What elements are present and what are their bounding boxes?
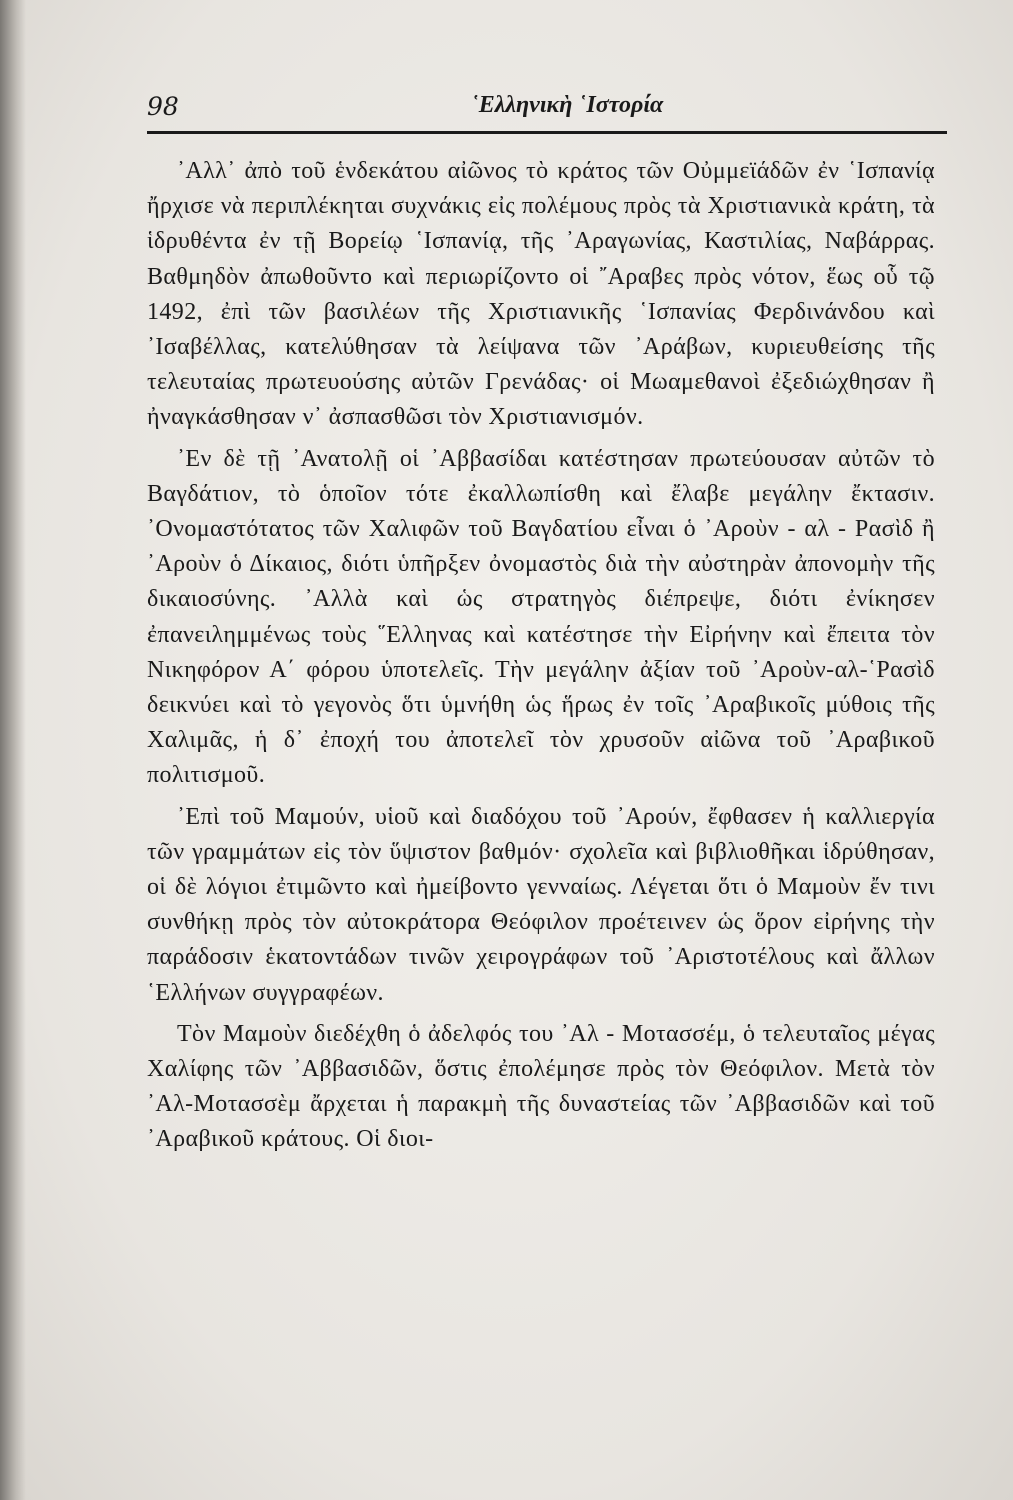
header-rule: [147, 131, 947, 134]
page-header: [147, 92, 947, 128]
paragraph-1: ᾿Αλλ᾿ ἀπὸ τοῦ ἑνδεκάτου αἰῶνος τὸ κράτος τῶν Οὐμμεϊάδῶν ἐν ῾Ισπανίᾳ ἤρχισε νὰ περιπλέκηται συχνάκις εἰς πολέμους πρὸς τὰ Χριστιανικὰ κράτη, τὰ ἱδρυθέντα ἐν τῇ Βορείῳ ῾Ισπανίᾳ, τῆς ᾿Αραγωνίας, Καστιλίας, Ναβάρρας. Βαθμηδὸν ἀπωθοῦντο καὶ περιωρίζοντο οἱ ῎Αραβες πρὸς νότον, ἕως οὗ τῷ 1492, ἐπὶ τῶν βασιλέων τῆς Χριστιανικῆς ῾Ισπανίας Φερδινάνδου καὶ ᾿Ισαβέλλας, κατελύθησαν τὰ λείψανα τῶν ᾿Αράβων, κυριευθείσης τῆς τελευταίας πρωτευούσης αὐτῶν Γρενάδας· οἱ Μωαμεθανοὶ ἐξεδιώχθησαν ἢ ἠναγκάσθησαν ν᾿ ἀσπασθῶσι τὸν Χριστιανισμόν.: [147, 158, 935, 431]
running-title: ῾Ελληνικὴ ῾Ιστορία: [470, 92, 664, 118]
paragraph-4: Τὸν Μαμοὺν διεδέχθη ὁ ἀδελφός του ᾿Αλ - Μοτασσέμ, ὁ τελευταῖος μέγας Χαλίφης τῶν ᾿Αββασιδῶν, ὅστις ἐπολέμησε πρὸς τὸν Θεόφιλον. Μετὰ τὸν ᾿Αλ-Μοτασσὲμ ἄρχεται ἡ παρακμὴ τῆς δυναστείας τῶν ᾿Αββασιδῶν καὶ τοῦ ᾿Αραβικοῦ κράτους. Οἱ διοι-: [147, 1020, 935, 1153]
page-gutter-shadow: [0, 0, 26, 1500]
body-text: [147, 154, 935, 1164]
page-number: 98: [147, 92, 179, 121]
paragraph-2: ᾿Εν δὲ τῇ ᾿Ανατολῇ οἱ ᾿Αββασίδαι κατέστησαν πρωτεύουσαν αὐτῶν τὸ Βαγδάτιον, τὸ ὁποῖον τότε ἐκαλλωπίσθη καὶ ἔλαβε μεγάλην ἔκτασιν. ᾿Ονομαστότατος τῶν Χαλιφῶν τοῦ Βαγδατίου εἶναι ὁ ᾿Αροὺν - αλ - Ρασὶδ ἢ ᾿Αροὺν ὁ Δίκαιος, διότι ὑπῆρξεν ὀνομαστὸς διὰ τὴν αὐστηρὰν ἀπονομὴν τῆς δικαιοσύνης. ᾿Αλλὰ καὶ ὡς στρατηγὸς διέπρεψε, διότι ἐνίκησεν ἐπανειλημμένως τοὺς ῞Ελληνας καὶ κατέστησε τὴν Εἰρήνην καὶ ἔπειτα τὸν Νικηφόρον Α΄ φόρου ὑποτελεῖς. Τὴν μεγάλην ἀξίαν τοῦ ᾿Αροὺν-αλ-῾Ρασὶδ δεικνύει καὶ τὸ γεγονὸς ὅτι ὑμνήθη ὡς ἥρως ἐν τοῖς ᾿Αραβικοῖς μύθοις τῆς Χαλιμᾶς, ἡ δ᾿ ἐποχή του ἀποτελεῖ τὸν χρυσοῦν αἰῶνα τοῦ ᾿Αραβικοῦ πολιτισμοῦ.: [147, 445, 935, 789]
paragraph-3: ᾿Επὶ τοῦ Μαμούν, υἱοῦ καὶ διαδόχου τοῦ ᾿Αρούν, ἔφθασεν ἡ καλλιεργία τῶν γραμμάτων εἰς τὸν ὕψιστον βαθμόν· σχολεῖα καὶ βιβλιοθῆκαι ἱδρύθησαν, οἱ δὲ λόγιοι ἐτιμῶντο καὶ ἠμείβοντο γενναίως. Λέγεται ὅτι ὁ Μαμοὺν ἔν τινι συνθήκῃ πρὸς τὸν αὐτοκράτορα Θεόφιλον προέτεινεν ὡς ὅρον εἰρήνης τὴν παράδοσιν ἑκατοντάδων τινῶν χειρογράφων τοῦ ᾿Αριστοτέλους καὶ ἄλλων ῾Ελλήνων συγγραφέων.: [147, 803, 935, 1006]
